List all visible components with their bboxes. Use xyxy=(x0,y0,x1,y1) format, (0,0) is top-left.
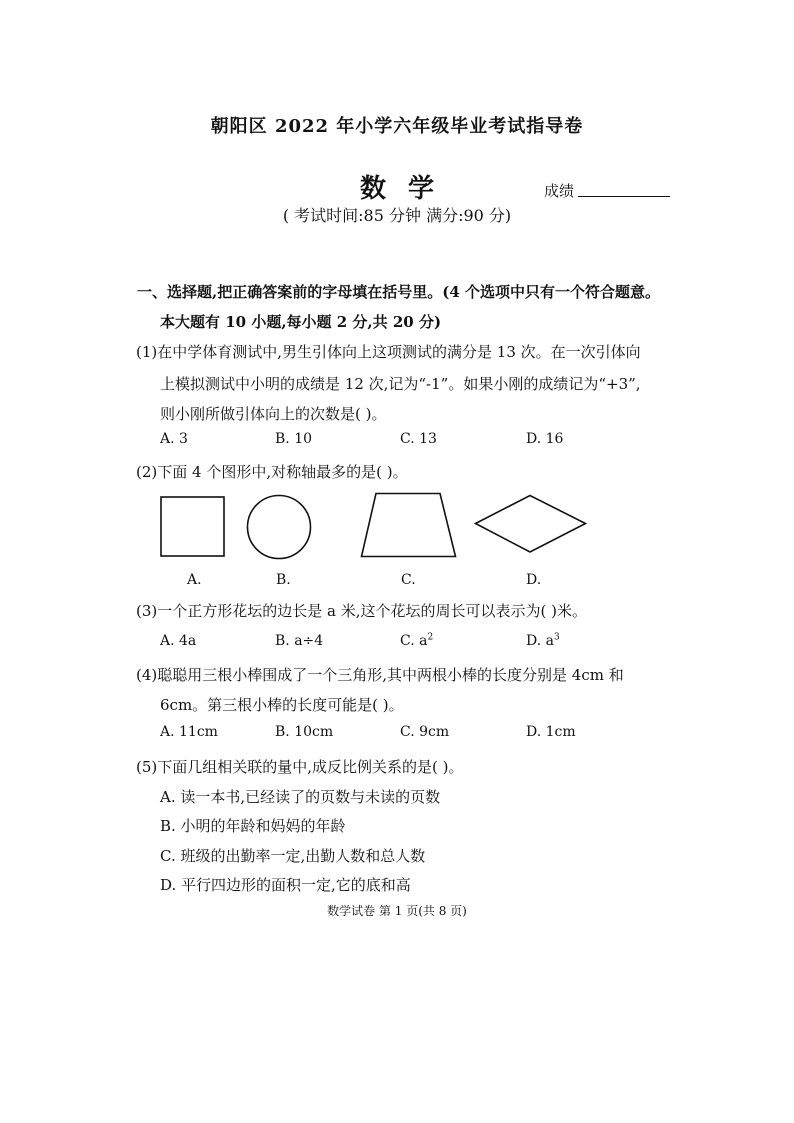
q4-option-c: C. 9cm xyxy=(400,724,450,740)
q5-option-b: B. 小明的年龄和妈妈的年龄 xyxy=(160,817,346,835)
q2-label-d: D. xyxy=(526,572,542,588)
exam-info: ( 考试时间:85 分钟 满分:90 分) xyxy=(282,206,512,225)
q5-stem: (5)下面几组相关联的量中,成反比例关系的是( )。 xyxy=(136,758,464,776)
q4-option-d: D. 1cm xyxy=(526,724,576,740)
q3-option-c xyxy=(400,633,433,649)
rhombus-shape xyxy=(474,494,587,554)
q4-line1: (4)聪聪用三根小棒围成了一个三角形,其中两根小棒的长度分别是 4cm 和 xyxy=(136,666,624,684)
q3-option-d-exponent: 3 xyxy=(553,632,560,643)
q4-option-b: B. 10cm xyxy=(275,724,334,740)
q3-option-c-text: C. a xyxy=(400,633,428,649)
q5-option-d: D. 平行四边形的面积一定,它的底和高 xyxy=(160,876,411,894)
q4-option-a: A. 11cm xyxy=(160,724,218,740)
page-footer: 数学试卷 第 1 页(共 8 页) xyxy=(327,904,467,918)
q5-option-a: A. 读一本书,已经读了的页数与未读的页数 xyxy=(160,788,441,806)
exam-title: 朝阳区 2022 年小学六年级毕业考试指导卷 xyxy=(210,116,584,137)
q3-option-b: B. a÷4 xyxy=(275,633,324,649)
score-label: 成绩 xyxy=(544,182,575,200)
q3-option-d xyxy=(526,633,560,649)
q2-label-b: B. xyxy=(276,572,291,588)
q3-stem: (3)一个正方形花坛的边长是 a 米,这个花坛的周长可以表示为( )米。 xyxy=(136,602,587,620)
circle-shape xyxy=(246,494,312,560)
q2-stem: (2)下面 4 个图形中,对称轴最多的是( )。 xyxy=(136,463,408,481)
q3-option-d-text: D. a xyxy=(526,633,554,649)
subject-title: 数学 xyxy=(360,174,457,204)
q2-label-c: C. xyxy=(401,572,416,588)
q1-option-a: A. 3 xyxy=(160,431,188,447)
q1-line3: 则小刚所做引体向上的次数是( )。 xyxy=(160,405,387,423)
section-title-line1: 一、选择题,把正确答案前的字母填在括号里。(4 个选项中只有一个符合题意。 xyxy=(137,283,660,301)
score-blank-line xyxy=(578,196,670,197)
section-title-line2: 本大题有 10 小题,每小题 2 分,共 20 分) xyxy=(160,313,442,331)
q2-label-a: A. xyxy=(187,572,202,588)
q4-line2: 6cm。第三根小棒的长度可能是( )。 xyxy=(160,696,404,714)
q1-line2: 上模拟测试中小明的成绩是 12 次,记为“-1”。如果小刚的成绩记为“+3”, xyxy=(160,375,641,393)
q1-option-b: B. 10 xyxy=(275,431,313,447)
q3-option-c-exponent: 2 xyxy=(427,632,434,643)
q3-option-a: A. 4a xyxy=(160,633,197,649)
square-shape xyxy=(160,496,226,558)
q1-line1: (1)在中学体育测试中,男生引体向上这项测试的满分是 13 次。在一次引体向 xyxy=(136,343,641,361)
q5-option-c: C. 班级的出勤率一定,出勤人数和总人数 xyxy=(160,847,426,865)
q1-option-d: D. 16 xyxy=(526,431,564,447)
trapezoid-shape xyxy=(360,492,457,558)
q1-option-c: C. 13 xyxy=(400,431,437,447)
